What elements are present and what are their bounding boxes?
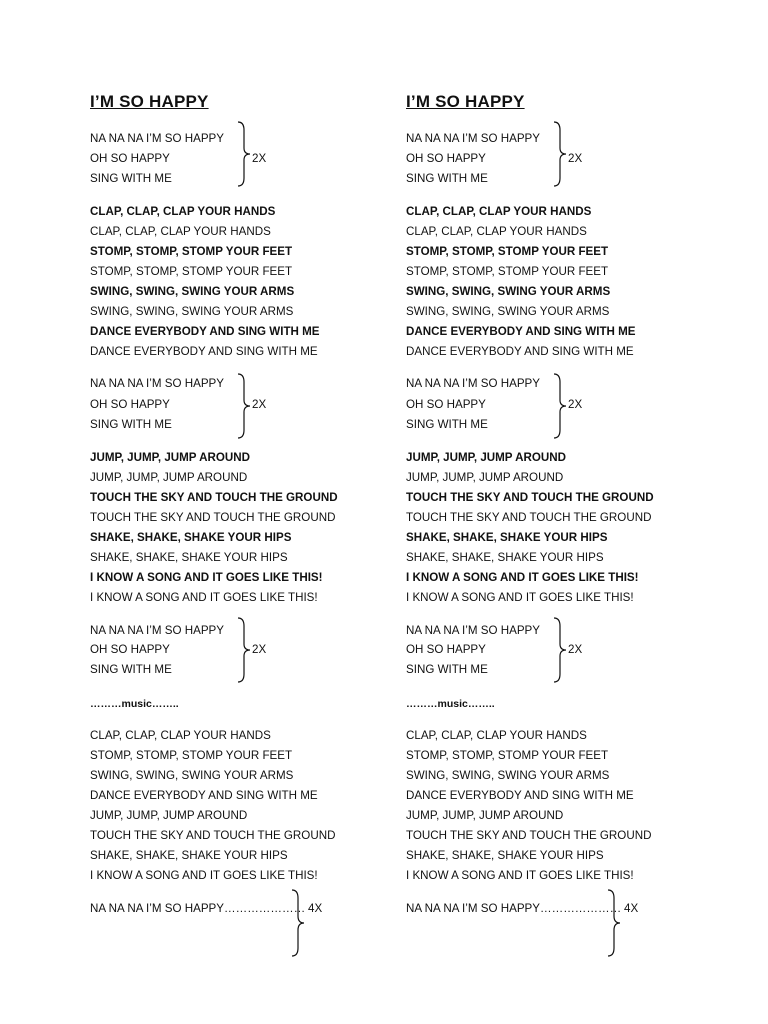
chorus-line: OH SO HAPPY — [406, 398, 486, 411]
chorus-line: SING WITH ME — [90, 172, 172, 185]
verse-line: STOMP, STOMP, STOMP YOUR FEET — [406, 749, 609, 762]
chorus-line: SING WITH ME — [90, 418, 172, 431]
verse-line: TOUCH THE SKY AND TOUCH THE GROUND — [90, 829, 336, 842]
verse-line: SWING, SWING, SWING YOUR ARMS — [406, 285, 611, 298]
verse-line: SHAKE, SHAKE, SHAKE YOUR HIPS — [90, 551, 288, 564]
chorus-line: SING WITH ME — [406, 663, 488, 676]
verse-line: SWING, SWING, SWING YOUR ARMS — [90, 285, 295, 298]
repeat-marker: 2X — [568, 398, 583, 411]
verse-line: I KNOW A SONG AND IT GOES LIKE THIS! — [90, 869, 318, 882]
chorus-line: NA NA NA I’M SO HAPPY — [90, 377, 225, 390]
verse-line: STOMP, STOMP, STOMP YOUR FEET — [90, 749, 293, 762]
verse-line: SHAKE, SHAKE, SHAKE YOUR HIPS — [406, 849, 604, 862]
verse-line: JUMP, JUMP, JUMP AROUND — [90, 471, 248, 484]
chorus-line: NA NA NA I’M SO HAPPY — [90, 624, 225, 637]
verse-line: SWING, SWING, SWING YOUR ARMS — [406, 305, 610, 318]
brace-icon — [236, 372, 252, 440]
verse-line: DANCE EVERYBODY AND SING WITH ME — [90, 345, 318, 358]
verse-line: CLAP, CLAP, CLAP YOUR HANDS — [90, 205, 276, 218]
verse-line: DANCE EVERYBODY AND SING WITH ME — [406, 345, 634, 358]
verse-line: STOMP, STOMP, STOMP YOUR FEET — [90, 265, 293, 278]
verse-line: STOMP, STOMP, STOMP YOUR FEET — [90, 245, 293, 258]
chorus-line: OH SO HAPPY — [406, 152, 486, 165]
verse-line: SWING, SWING, SWING YOUR ARMS — [90, 305, 294, 318]
verse-line: JUMP, JUMP, JUMP AROUND — [406, 809, 564, 822]
chorus-line: NA NA NA I’M SO HAPPY — [90, 132, 225, 145]
verse-line: STOMP, STOMP, STOMP YOUR FEET — [406, 245, 609, 258]
verse-line: JUMP, JUMP, JUMP AROUND — [406, 451, 566, 464]
brace-icon — [236, 616, 252, 684]
verse-line: SWING, SWING, SWING YOUR ARMS — [406, 769, 610, 782]
repeat-marker: 2X — [568, 643, 583, 656]
verse-line: I KNOW A SONG AND IT GOES LIKE THIS! — [406, 571, 639, 584]
brace-icon — [552, 120, 568, 188]
verse-line: JUMP, JUMP, JUMP AROUND — [90, 451, 250, 464]
music-interlude: ………music…….. — [406, 698, 495, 710]
repeat-marker: 4X — [308, 902, 323, 915]
verse-line: CLAP, CLAP, CLAP YOUR HANDS — [406, 205, 592, 218]
chorus-line: OH SO HAPPY — [90, 643, 170, 656]
verse-line: CLAP, CLAP, CLAP YOUR HANDS — [406, 225, 587, 238]
verse-line: SHAKE, SHAKE, SHAKE YOUR HIPS — [90, 849, 288, 862]
verse-line: DANCE EVERYBODY AND SING WITH ME — [90, 789, 318, 802]
brace-icon — [290, 888, 306, 958]
verse-line: TOUCH THE SKY AND TOUCH THE GROUND — [406, 491, 654, 504]
verse-line: TOUCH THE SKY AND TOUCH THE GROUND — [406, 829, 652, 842]
verse-line: SWING, SWING, SWING YOUR ARMS — [90, 769, 294, 782]
finale-line: NA NA NA I’M SO HAPPY………………… — [90, 902, 306, 915]
chorus-line: NA NA NA I’M SO HAPPY — [406, 132, 541, 145]
chorus-line: SING WITH ME — [406, 172, 488, 185]
brace-icon — [552, 616, 568, 684]
music-interlude: ………music…….. — [90, 698, 179, 710]
lyrics-column-left — [90, 0, 410, 1024]
verse-line: DANCE EVERYBODY AND SING WITH ME — [90, 325, 320, 338]
chorus-line: NA NA NA I’M SO HAPPY — [406, 377, 541, 390]
verse-line: TOUCH THE SKY AND TOUCH THE GROUND — [406, 511, 652, 524]
chorus-line: SING WITH ME — [90, 663, 172, 676]
verse-line: DANCE EVERYBODY AND SING WITH ME — [406, 789, 634, 802]
verse-line: TOUCH THE SKY AND TOUCH THE GROUND — [90, 511, 336, 524]
verse-line: JUMP, JUMP, JUMP AROUND — [406, 471, 564, 484]
chorus-line: OH SO HAPPY — [406, 643, 486, 656]
verse-line: TOUCH THE SKY AND TOUCH THE GROUND — [90, 491, 338, 504]
repeat-marker: 2X — [252, 643, 267, 656]
verse-line: DANCE EVERYBODY AND SING WITH ME — [406, 325, 636, 338]
verse-line: JUMP, JUMP, JUMP AROUND — [90, 809, 248, 822]
verse-line: CLAP, CLAP, CLAP YOUR HANDS — [90, 225, 271, 238]
repeat-marker: 4X — [624, 902, 639, 915]
verse-line: I KNOW A SONG AND IT GOES LIKE THIS! — [406, 591, 634, 604]
song-title: I’M SO HAPPY — [406, 92, 525, 111]
verse-line: STOMP, STOMP, STOMP YOUR FEET — [406, 265, 609, 278]
brace-icon — [606, 888, 622, 958]
verse-line: I KNOW A SONG AND IT GOES LIKE THIS! — [90, 571, 323, 584]
repeat-marker: 2X — [252, 152, 267, 165]
repeat-marker: 2X — [252, 398, 267, 411]
verse-line: SHAKE, SHAKE, SHAKE YOUR HIPS — [90, 531, 292, 544]
lyrics-column-right — [406, 0, 726, 1024]
chorus-line: NA NA NA I’M SO HAPPY — [406, 624, 541, 637]
song-title: I’M SO HAPPY — [90, 92, 209, 111]
chorus-line: OH SO HAPPY — [90, 152, 170, 165]
finale-line: NA NA NA I’M SO HAPPY………………… — [406, 902, 622, 915]
chorus-line: SING WITH ME — [406, 418, 488, 431]
verse-line: I KNOW A SONG AND IT GOES LIKE THIS! — [406, 869, 634, 882]
verse-line: SHAKE, SHAKE, SHAKE YOUR HIPS — [406, 531, 608, 544]
brace-icon — [552, 372, 568, 440]
verse-line: CLAP, CLAP, CLAP YOUR HANDS — [406, 729, 587, 742]
verse-line: CLAP, CLAP, CLAP YOUR HANDS — [90, 729, 271, 742]
repeat-marker: 2X — [568, 152, 583, 165]
brace-icon — [236, 120, 252, 188]
verse-line: I KNOW A SONG AND IT GOES LIKE THIS! — [90, 591, 318, 604]
verse-line: SHAKE, SHAKE, SHAKE YOUR HIPS — [406, 551, 604, 564]
chorus-line: OH SO HAPPY — [90, 398, 170, 411]
